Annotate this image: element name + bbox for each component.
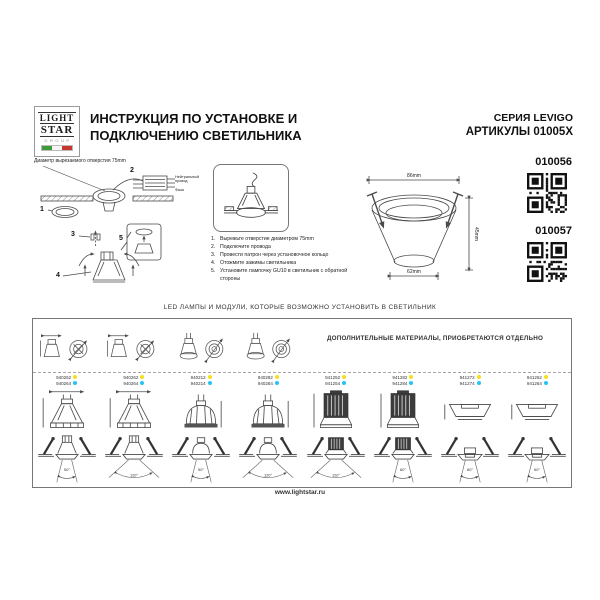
gu10-lamp-icon bbox=[106, 389, 162, 433]
installed-lamp-icon bbox=[35, 434, 99, 486]
lamp-column-3 bbox=[168, 319, 235, 487]
mr16-lamp-icon bbox=[173, 389, 229, 433]
article-row: 941274 bbox=[460, 381, 481, 386]
step-item: 4. Отожмите зажимы светильника bbox=[211, 260, 297, 267]
series-name: СЕРИЯ LEVIGO bbox=[493, 112, 573, 124]
gu10-lamp-icon bbox=[39, 389, 95, 433]
extras-section-title: ДОПОЛНИТЕЛЬНЫЕ МАТЕРИАЛЫ, ПРИОБРЕТАЮТСЯ ОТДЕЛЬНО bbox=[326, 335, 544, 342]
color-dot-yellow-icon bbox=[208, 375, 212, 379]
svg-text:120°: 120° bbox=[331, 472, 340, 478]
fixture-overview-box bbox=[213, 164, 289, 232]
installed-lamp-icon bbox=[236, 434, 300, 486]
dim-top: 86mm bbox=[407, 173, 421, 179]
lamp-column-2 bbox=[100, 319, 167, 487]
article-row: 940284 bbox=[258, 381, 279, 386]
dimensions-diagram bbox=[352, 168, 482, 286]
article-row: 941284 bbox=[392, 381, 413, 386]
color-dot-cyan-icon bbox=[275, 381, 279, 385]
article-row: 940264 bbox=[56, 381, 77, 386]
color-dot-yellow-icon bbox=[275, 375, 279, 379]
dim-height: 45mm bbox=[473, 227, 479, 241]
series-block bbox=[466, 112, 573, 138]
installation-steps-list bbox=[211, 235, 361, 283]
led-module-icon bbox=[308, 389, 364, 433]
article-row: 941262 bbox=[527, 375, 548, 380]
lamp-column-6 bbox=[369, 319, 436, 487]
page-title bbox=[90, 111, 302, 145]
title-line-2: ПОДКЛЮЧЕНИЮ СВЕТИЛЬНИКА bbox=[90, 127, 302, 143]
installed-module-icon bbox=[304, 434, 368, 486]
color-dot-yellow-icon bbox=[477, 375, 481, 379]
step-item: 1. Вырежьте отверстие диаметром 75mm bbox=[211, 236, 314, 242]
color-dot-yellow-icon bbox=[342, 375, 346, 379]
color-dot-cyan-icon bbox=[544, 381, 548, 385]
svg-text:60°: 60° bbox=[399, 467, 406, 473]
article-row: 941254 bbox=[325, 381, 346, 386]
lamp-column-8 bbox=[504, 319, 571, 487]
lamp-column-1 bbox=[33, 319, 100, 487]
callout-4: 4 bbox=[56, 272, 60, 279]
svg-text:120°: 120° bbox=[264, 472, 273, 478]
led-lamps-section-title: LED ЛАМПЫ И МОДУЛИ, КОТОРЫЕ ВОЗМОЖНО УСТАНОВИТЬ В СВЕТИЛЬНИК bbox=[163, 304, 437, 311]
title-line-1: ИНСТРУКЦИЯ ПО УСТАНОВКЕ И bbox=[90, 111, 298, 126]
color-dot-cyan-icon bbox=[73, 381, 77, 385]
installed-lamp-icon bbox=[102, 434, 166, 486]
mr16-lamp-views-icon bbox=[239, 331, 297, 369]
lamp-column-7 bbox=[437, 319, 504, 487]
flat-module-icon bbox=[509, 397, 565, 425]
article-row: 941252 bbox=[325, 375, 346, 380]
installed-module-icon bbox=[438, 434, 502, 486]
article-code-010056: 010056 bbox=[535, 156, 572, 168]
callout-2: 2 bbox=[130, 167, 134, 174]
logo-word-star: STAR bbox=[40, 124, 74, 136]
recessed-fixture-icon bbox=[220, 170, 282, 226]
article-row: 940264 bbox=[123, 381, 144, 386]
articles-label: АРТИКУЛЫ 01005X bbox=[465, 126, 573, 138]
qr-code-icon bbox=[526, 242, 568, 282]
svg-text:60°: 60° bbox=[534, 467, 541, 473]
compatible-lamps-grid bbox=[32, 318, 572, 488]
website-url: www.lightstar.ru bbox=[274, 489, 326, 496]
phase-wire-label: Фаза bbox=[175, 188, 184, 192]
color-dot-yellow-icon bbox=[73, 375, 77, 379]
step-item: 3. Провести патрон через установочное кольцо bbox=[211, 252, 329, 259]
color-dot-cyan-icon bbox=[477, 381, 481, 385]
callout-1: 1 bbox=[40, 206, 44, 213]
svg-text:50°: 50° bbox=[63, 467, 70, 473]
lamp-column-4 bbox=[235, 319, 302, 487]
hole-diameter-caption: Диаметр вырезаемого отверстия 75mm bbox=[34, 158, 126, 164]
gu10-lamp-views-icon bbox=[105, 331, 163, 369]
article-row: 940214 bbox=[191, 381, 212, 386]
step-item: 2. Подключите провода bbox=[211, 244, 271, 251]
installed-lamp-icon bbox=[169, 434, 233, 486]
lightstar-logo bbox=[34, 106, 80, 157]
callout-3: 3 bbox=[71, 231, 75, 238]
color-dot-yellow-icon bbox=[140, 375, 144, 379]
svg-text:50°: 50° bbox=[198, 467, 205, 473]
dim-bottom: 62mm bbox=[407, 269, 421, 275]
italian-flag-icon bbox=[41, 145, 73, 151]
step-item: 5. Установите лампочку GU10 в светильник с обратной стороны bbox=[211, 268, 348, 283]
article-row: 940262 bbox=[123, 375, 144, 380]
qr-code-icon bbox=[526, 173, 568, 213]
article-row: 941282 bbox=[392, 375, 413, 380]
color-dot-cyan-icon bbox=[208, 381, 212, 385]
color-dot-cyan-icon bbox=[140, 381, 144, 385]
article-row: 940282 bbox=[258, 375, 279, 380]
article-row: 940212 bbox=[191, 375, 212, 380]
mr16-lamp-views-icon bbox=[172, 331, 230, 369]
led-module-icon bbox=[375, 389, 431, 433]
color-dot-yellow-icon bbox=[544, 375, 548, 379]
color-dot-cyan-icon bbox=[342, 381, 346, 385]
article-row: 940262 bbox=[56, 375, 77, 380]
color-dot-cyan-icon bbox=[409, 381, 413, 385]
color-dot-yellow-icon bbox=[409, 375, 413, 379]
logo-word-light: LIGHT bbox=[39, 113, 75, 123]
svg-text:60°: 60° bbox=[467, 467, 474, 473]
installation-diagram bbox=[34, 166, 206, 298]
installed-module-icon bbox=[505, 434, 569, 486]
article-code-010057: 010057 bbox=[535, 225, 572, 237]
mr16-lamp-icon bbox=[240, 389, 296, 433]
svg-text:120°: 120° bbox=[129, 472, 138, 478]
flat-module-icon bbox=[442, 397, 498, 425]
article-row: 941272 bbox=[460, 375, 481, 380]
article-row: 941264 bbox=[527, 381, 548, 386]
gu10-lamp-views-icon bbox=[38, 331, 96, 369]
callout-5: 5 bbox=[119, 235, 123, 242]
lamp-column-5 bbox=[302, 319, 369, 487]
installed-module-icon bbox=[371, 434, 435, 486]
neutral-wire-label: Нейтральный провод bbox=[175, 175, 200, 184]
logo-word-group: GROUP bbox=[44, 138, 72, 143]
